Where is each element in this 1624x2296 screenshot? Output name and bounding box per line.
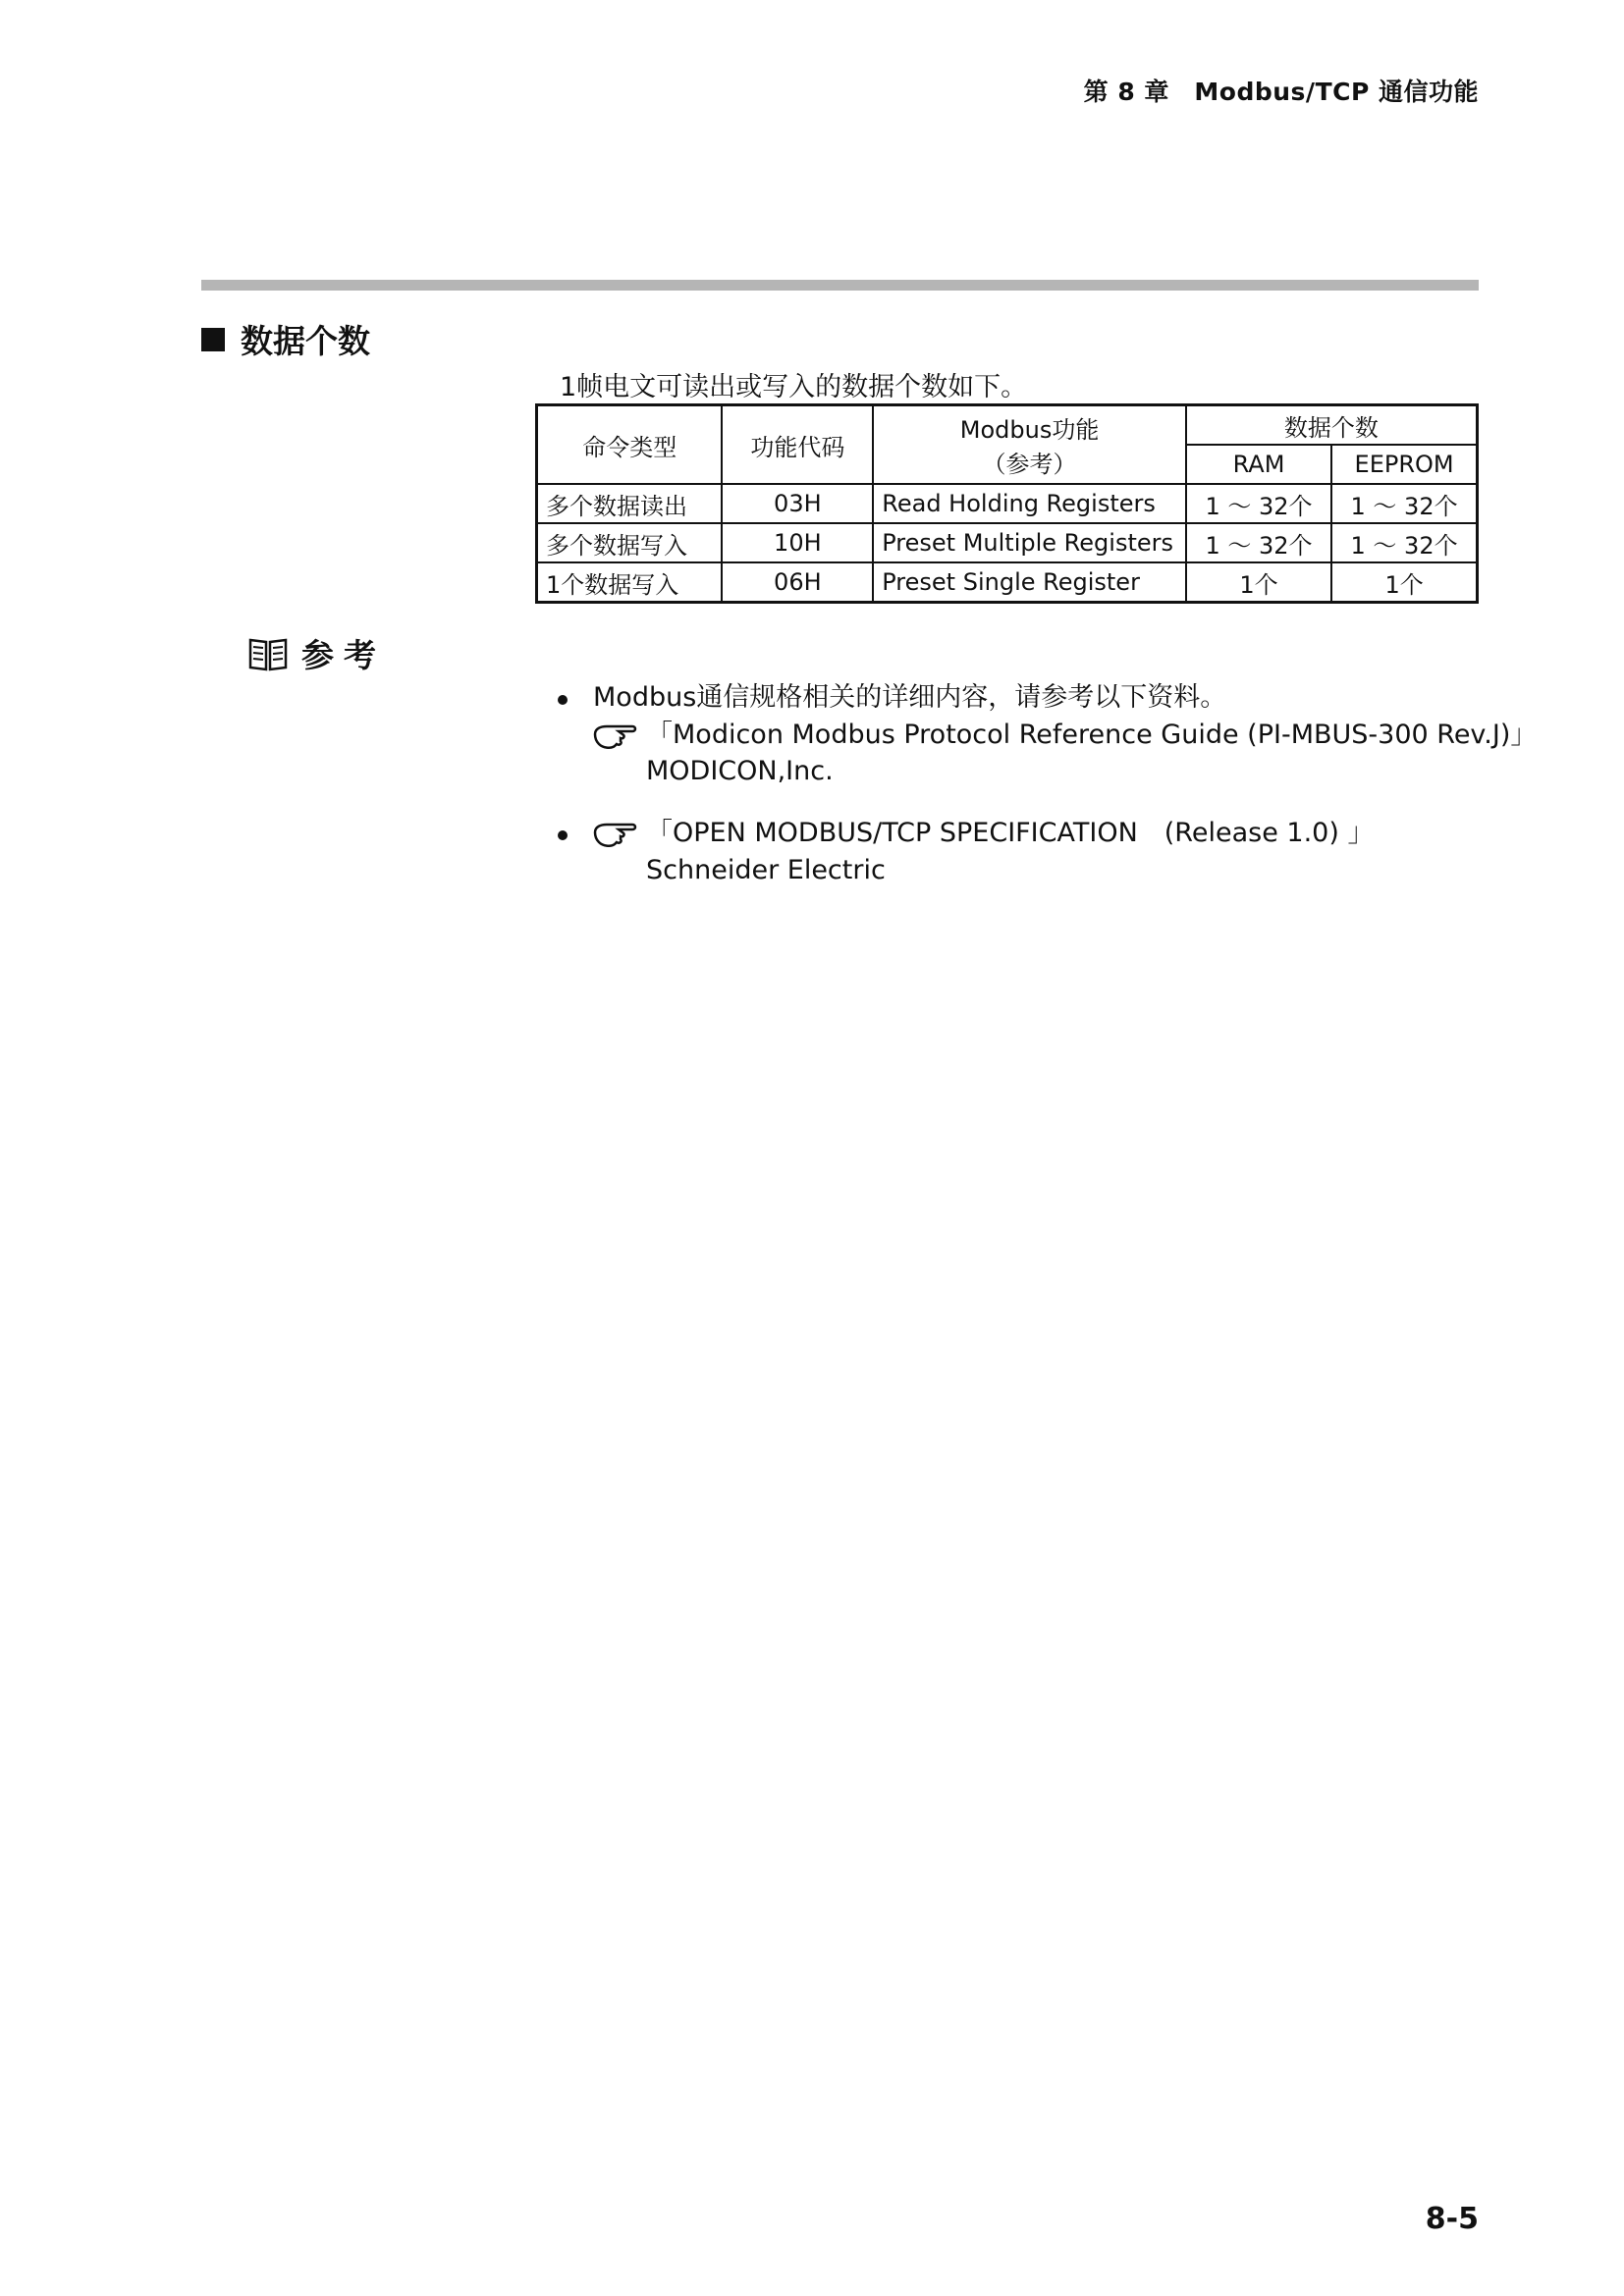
header-modbus-function-line1: Modbus功能 (959, 416, 1100, 444)
reference-label: 参考 (301, 636, 386, 674)
square-bullet-icon (201, 328, 225, 351)
section-divider (201, 280, 1479, 291)
reference-publisher: MODICON,Inc. (646, 756, 834, 786)
page-number: 8-5 (1425, 2202, 1479, 2236)
cell-command-type: 多个数据读出 (537, 484, 723, 523)
cell-eeprom: 1 ～ 32个 (1331, 484, 1477, 523)
cell-eeprom: 1个 (1331, 562, 1477, 603)
section-title: 数据个数 (241, 322, 370, 360)
header-ram: RAM (1186, 445, 1331, 484)
section-heading (201, 316, 370, 362)
header-function-code: 功能代码 (722, 405, 873, 485)
header-command-type: 命令类型 (537, 405, 723, 485)
cell-ram: 1 ～ 32个 (1186, 523, 1331, 562)
chapter-header: 第 8 章 Modbus/TCP 通信功能 (1083, 78, 1479, 106)
cell-eeprom: 1 ～ 32个 (1331, 523, 1477, 562)
cell-ram: 1个 (1186, 562, 1331, 603)
header-modbus-function-line2: （参考） (982, 451, 1077, 478)
pointing-hand-icon (593, 721, 638, 750)
cell-modbus-function: Preset Multiple Registers (873, 523, 1186, 562)
reference-doc-line (593, 815, 1374, 852)
reference-doc-title: 「OPEN MODBUS/TCP SPECIFICATION (Release 1.0) 」 (646, 818, 1375, 848)
cell-function-code: 06H (722, 562, 873, 603)
bullet-dot-icon (558, 695, 568, 705)
cell-command-type: 1个数据写入 (537, 562, 723, 603)
header-modbus-function (873, 405, 1186, 485)
header-data-count: 数据个数 (1186, 405, 1478, 446)
reference-publisher: Schneider Electric (646, 855, 886, 885)
intro-text: 1帧电文可读出或写入的数据个数如下。 (560, 372, 1028, 402)
cell-modbus-function: Preset Single Register (873, 562, 1186, 603)
cell-command-type: 多个数据写入 (537, 523, 723, 562)
cell-modbus-function: Read Holding Registers (873, 484, 1186, 523)
cell-function-code: 03H (722, 484, 873, 523)
reference-item-text: Modbus通信规格相关的详细内容，请参考以下资料。 (593, 682, 1227, 713)
table-row (537, 523, 1478, 562)
bullet-dot-icon (558, 830, 568, 840)
header-eeprom: EEPROM (1331, 445, 1477, 484)
data-count-table (535, 403, 1479, 604)
table-row (537, 562, 1478, 603)
reference-doc-title: 「Modicon Modbus Protocol Reference Guide (PI-MBUS-300 Rev.J)」 (646, 720, 1538, 750)
table-row (537, 484, 1478, 523)
reference-heading (248, 630, 386, 676)
reference-doc-line (593, 717, 1537, 754)
cell-function-code: 10H (722, 523, 873, 562)
pointing-hand-icon (593, 819, 638, 848)
cell-ram: 1 ～ 32个 (1186, 484, 1331, 523)
book-icon (248, 636, 288, 671)
